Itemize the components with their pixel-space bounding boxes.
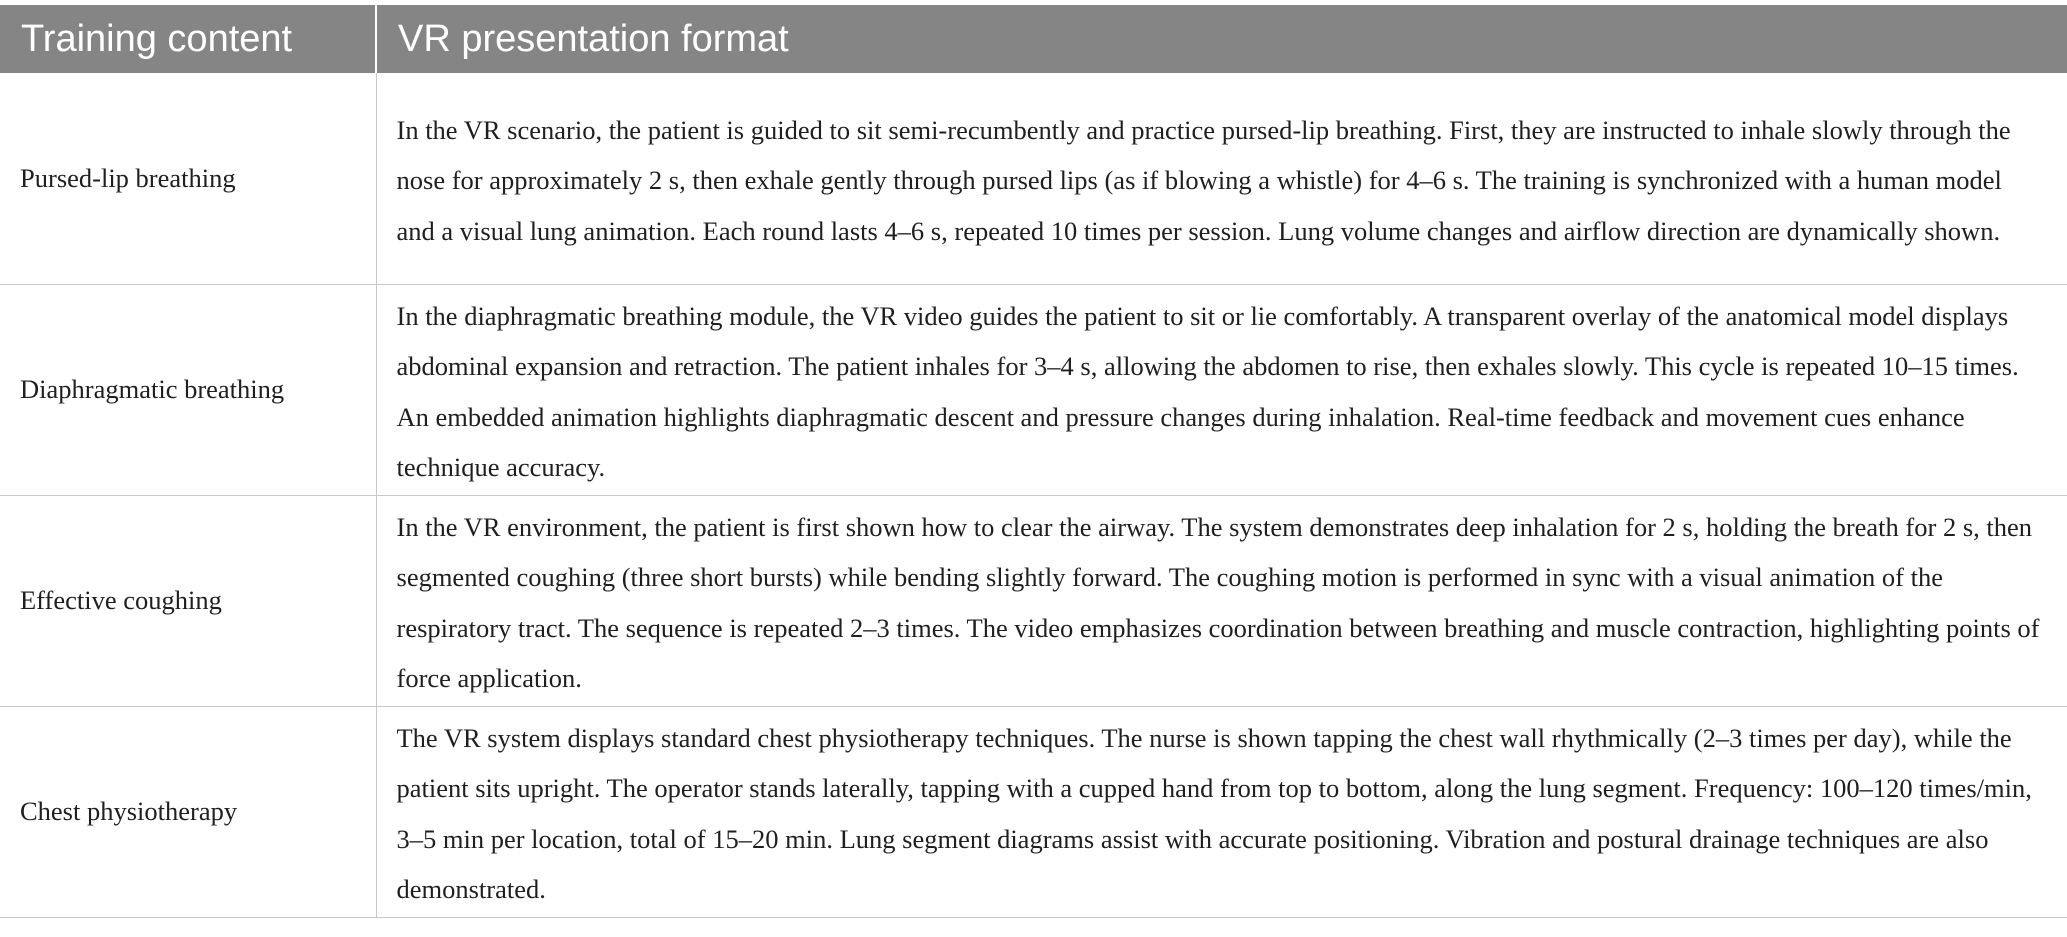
table-row [0,706,2067,917]
training-table [0,5,2067,918]
training-content-cell: Pursed-lip breathing [0,73,376,284]
table-header [0,5,2067,73]
training-table-container [0,5,2067,918]
training-content-cell: Chest physiotherapy [0,706,376,917]
training-content-cell: Effective coughing [0,495,376,706]
training-content-cell: Diaphragmatic breathing [0,284,376,495]
vr-format-cell: In the VR environment, the patient is first shown how to clear the airway. The system demonstrates deep inhalation for 2 s, holding the breath for 2 s, then segmented coughing (three short bursts) while bending slightly forward. The coughing motion is performed in sync with a visual animation of the respiratory tract. The sequence is repeated 2–3 times. The video emphasizes coordination between breathing and muscle contraction, highlighting points of force application. [376,495,2067,706]
table-row [0,73,2067,284]
header-vr-presentation-format: VR presentation format [376,5,2067,73]
vr-format-cell: The VR system displays standard chest physiotherapy techniques. The nurse is shown tapping the chest wall rhythmically (2–3 times per day), while the patient sits upright. The operator stands laterally, tapping with a cupped hand from top to bottom, along the lung segment. Frequency: 100–120 times/min, 3–5 min per location, total of 15–20 min. Lung segment diagrams assist with accurate positioning. Vibration and postural drainage techniques are also demonstrated. [376,706,2067,917]
vr-format-cell: In the diaphragmatic breathing module, the VR video guides the patient to sit or lie comfortably. A transparent overlay of the anatomical model displays abdominal expansion and retraction. The patient inhales for 3–4 s, allowing the abdomen to rise, then exhales slowly. This cycle is repeated 10–15 times. An embedded animation highlights diaphragmatic descent and pressure changes during inhalation. Real-time feedback and movement cues enhance technique accuracy. [376,284,2067,495]
table-row [0,495,2067,706]
header-row [0,5,2067,73]
vr-format-cell: In the VR scenario, the patient is guided to sit semi-recumbently and practice pursed-lip breathing. First, they are instructed to inhale slowly through the nose for approximately 2 s, then exhale gently through pursed lips (as if blowing a whistle) for 4–6 s. The training is synchronized with a human model and a visual lung animation. Each round lasts 4–6 s, repeated 10 times per session. Lung volume changes and airflow direction are dynamically shown. [376,73,2067,284]
table-body [0,73,2067,917]
header-training-content: Training content [0,5,376,73]
table-row [0,284,2067,495]
